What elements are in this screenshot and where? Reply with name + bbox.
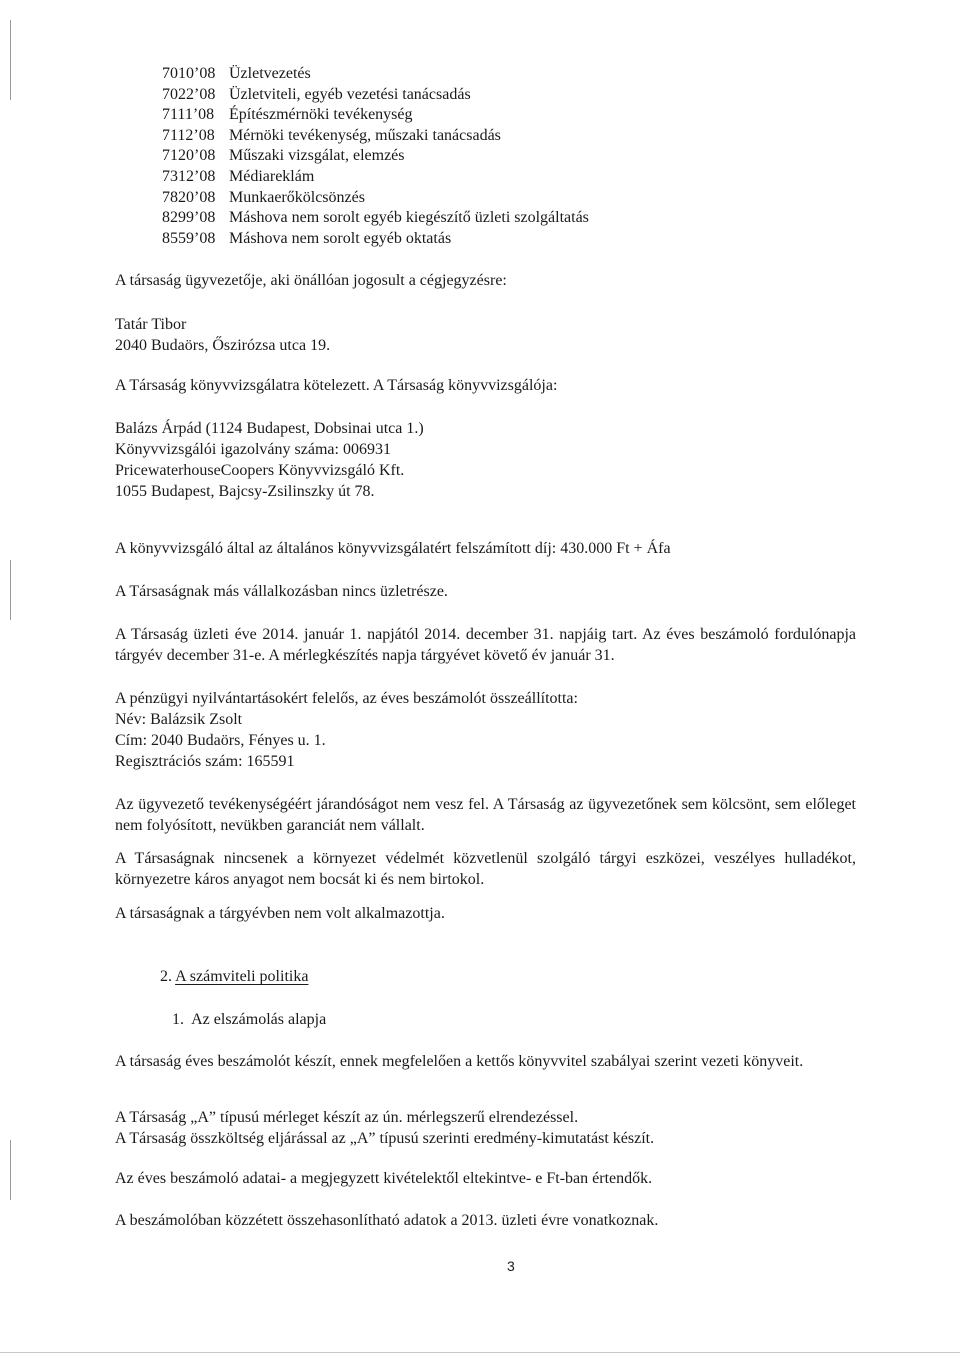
no-stake-paragraph: A Társaságnak más vállalkozásban nincs üzletrésze. [115,583,448,600]
audit-fee: A könyvvizsgáló által az általános könyvvizsgálatért felszámított díj: 430.000 Ft + Áfa [115,540,671,557]
manager-intro: A társaság ügyvezetője, aki önállóan jogosult a cégjegyzésre: [115,272,507,289]
auditor-certificate: Könyvvizsgálói igazolvány száma: 006931 [115,441,391,458]
section-heading [160,966,308,987]
activity-code-row: 7120’08 Műszaki vizsgálat, elemzés [162,147,405,165]
subsection-number: 1. [172,1011,184,1028]
accountant-name: Név: Balázsik Zsolt [115,711,243,728]
business-year-paragraph: A Társaság üzleti éve 2014. január 1. napjától 2014. december 31. napjáig tart. Az éves beszámoló fordulónapja tárgyév december 31-e. A mérlegkészítés napja tárgyévet követő év január 31. [115,626,856,664]
activity-code-list [162,64,589,249]
activity-code-row: 7022’08 Üzletviteli, egyéb vezetési tanácsadás [162,85,471,103]
manager-address: 2040 Budaörs, Őszirózsa utca 19. [115,337,331,354]
scan-margin-mark [10,560,11,620]
comparison-paragraph: A beszámolóban közzétett összehasonlítható adatok a 2013. üzleti évre vonatkoznak. [115,1212,659,1229]
audit-firm: PricewaterhouseCoopers Könyvvizsgáló Kft. [115,462,405,479]
currency-paragraph: Az éves beszámoló adatai- a megjegyzett kivételektől eltekintve- e Ft-ban értendők. [115,1170,653,1187]
activity-code-row: 7820’08 Munkaerőkölcsönzés [162,188,365,206]
audit-firm-address: 1055 Budapest, Bajcsy-Zsilinszky út 78. [115,483,375,500]
activity-code-row: 7112’08 Mérnöki tevékenység, műszaki tanácsadás [162,126,501,144]
scan-margin-mark [10,1140,11,1200]
pl-type-paragraph: A Társaság összköltség eljárással az „A” típusú szerinti eredmény-kimutatást készít. [115,1130,655,1147]
accountant-intro: A pénzügyi nyilvántartásokért felelős, az éves beszámolót összeállította: [115,690,578,707]
activity-code-row: 8299’08 Máshova nem sorolt egyéb kiegészítő üzleti szolgáltatás [162,209,589,227]
activity-code-row: 8559’08 Máshova nem sorolt egyéb oktatás [162,229,452,247]
environment-paragraph: A Társaságnak nincsenek a környezet védelmét közvetlenül szolgáló tárgyi eszközei, veszélyes hulladékot, környezetre káros anyagot nem bocsát ki és nem birtokol. [115,850,856,888]
activity-code-row: 7010’08 Üzletvezetés [162,65,311,82]
balance-type-paragraph: A Társaság „A” típusú mérleget készít az ún. mérlegszerű elrendezéssel. [115,1109,579,1126]
manager-name: Tatár Tibor [115,316,187,333]
employees-paragraph: A társaságnak a tárgyévben nem volt alkalmazottja. [115,905,445,922]
scan-margin-mark [10,20,11,100]
bookkeeping-paragraph: A társaság éves beszámolót készít, ennek megfelelően a kettős könyvvitel szabályai szerint vezeti könyveit. [115,1053,804,1070]
section-title: A számviteli politika [175,968,309,985]
activity-code-row: 7111’08 Építészmérnöki tevékenység [162,106,413,124]
subsection-title: Az elszámolás alapja [191,1011,327,1028]
audit-intro: A Társaság könyvvizsgálatra kötelezett. A Társaság könyvvizsgálója: [115,377,558,394]
scan-bottom-line [0,1352,960,1353]
accountant-registration: Regisztrációs szám: 165591 [115,753,295,770]
page-number: 3 [507,1258,515,1274]
subsection-heading [172,1009,326,1030]
activity-code-row: 7312’08 Médiareklám [162,167,315,185]
accountant-address: Cím: 2040 Budaörs, Fényes u. 1. [115,732,326,749]
auditor-name: Balázs Árpád (1124 Budapest, Dobsinai utca 1.) [115,420,424,437]
manager-pay-paragraph: Az ügyvezető tevékenységéért járandóságot nem vesz fel. A Társaság az ügyvezetőnek sem kölcsönt, sem előleget nem folyósított, nevükben garanciát nem vállalt. [115,796,856,834]
section-number: 2. [160,968,172,985]
